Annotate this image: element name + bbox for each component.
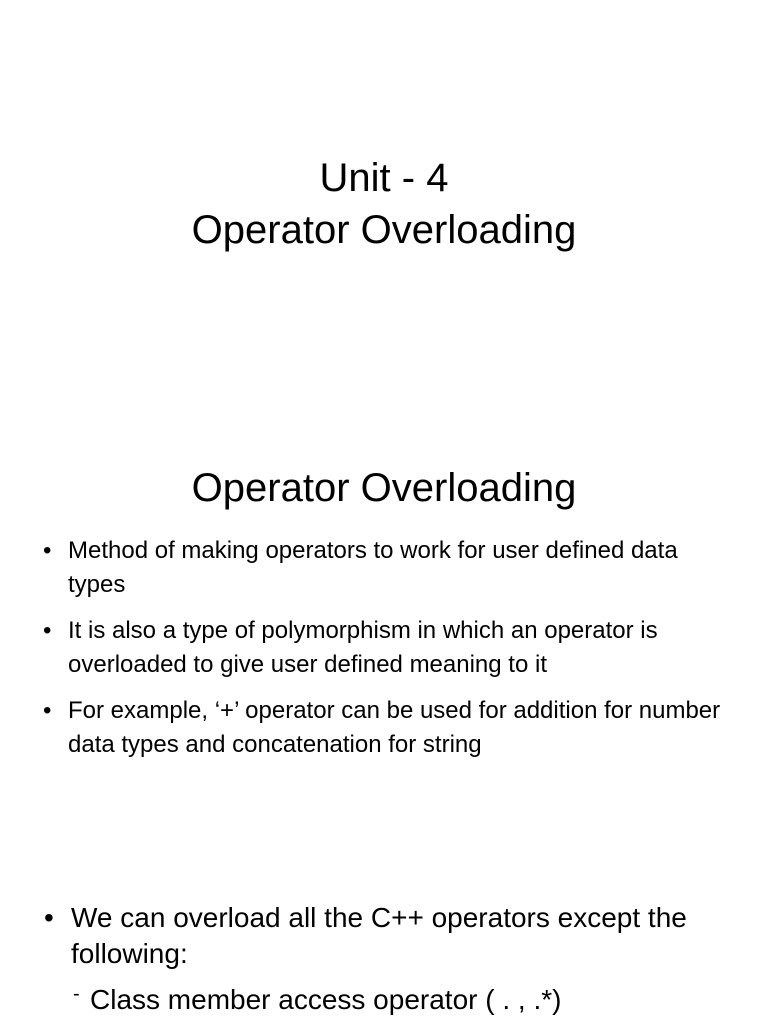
exceptions-bullet-list (40, 900, 740, 1018)
sub-list-item (71, 982, 740, 1018)
bullet-text: Method of making operators to work for user defined data types (68, 537, 678, 598)
definition-bullet-list (40, 534, 740, 774)
list-item (40, 534, 740, 602)
bullet-text: It is also a type of polymorphism in which an operator is overloaded to give user defined meaning to it (68, 617, 658, 678)
unit-topic-heading: Operator Overloading (191, 208, 577, 252)
bullet-text: We can overload all the C++ operators except the following: (71, 902, 687, 969)
sub-bullet-text: Class member access operator ( . , .*) (90, 984, 562, 1015)
bullet-marker: • (43, 617, 52, 644)
list-item (40, 694, 740, 762)
bullet-text: For example, ‘+’ operator can be used for addition for number data types and concatenation for string (68, 697, 721, 758)
sub-bullet-marker: - (73, 983, 80, 1005)
unit-heading: Unit - 4 (319, 156, 449, 200)
bullet-marker: • (43, 697, 52, 724)
bullet-marker: • (44, 902, 54, 933)
slide-title: Operator Overloading (191, 466, 577, 510)
bullet-marker: • (43, 537, 52, 564)
list-item (40, 900, 740, 1018)
title-slide (0, 152, 768, 256)
list-item (40, 614, 740, 682)
